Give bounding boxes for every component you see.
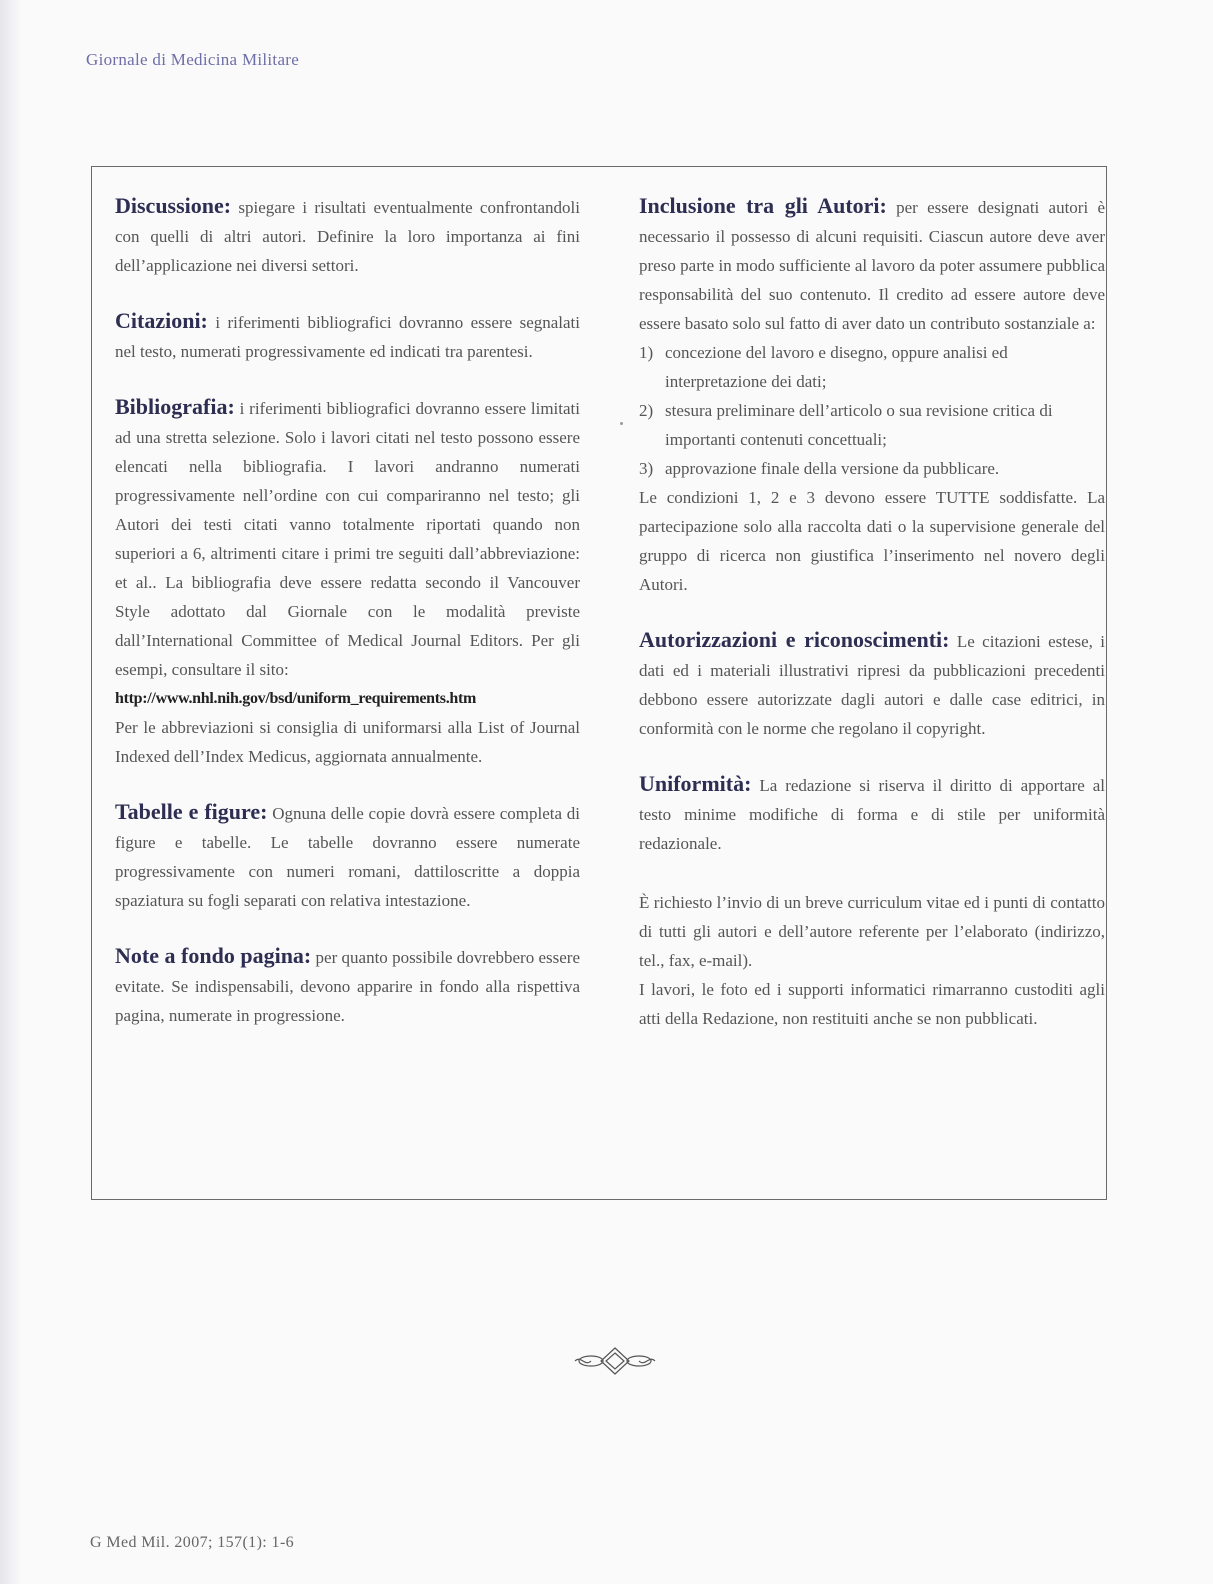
section-text: per quanto possibile dovrebbero essere evitate. Se indispensabili, devono apparire in fondo alla rispettiva pagina, numerate in progressione. <box>115 948 581 1025</box>
left-column <box>115 191 580 1030</box>
closing-paragraph: È richiesto l’invio di un breve curriculum vitae ed i punti di contatto di tutti gli autori e dell’autore referente per l’elaborato (indirizzo, tel., fax, e-mail). <box>639 893 1105 970</box>
section-citazioni <box>115 306 580 366</box>
section-heading: Discussione: <box>115 193 232 218</box>
closing-paragraph: I lavori, le foto ed i supporti informatici rimarranno custoditi agli atti della Redazione, non restituiti anche se non pubblicati. <box>639 980 1105 1028</box>
section-text: per essere designati autori è necessario il possesso di alcuni requisiti. Ciascun autore deve aver preso parte in modo sufficiente al lavoro da poter assumere pubblica responsabilità del suo contenuto. Il credito ad essere autore deve essere basato solo sul fatto di aver dato un contributo sostanziale a: <box>639 198 1105 333</box>
stray-mark <box>620 422 623 425</box>
ornament-divider-icon <box>571 1344 659 1378</box>
section-heading: Bibliografia: <box>115 394 235 419</box>
list-item: 3) approvazione finale della versione da pubblicare. <box>639 459 1000 478</box>
section-closing <box>639 888 1105 1033</box>
section-heading: Inclusione tra gli Autori: <box>639 193 887 218</box>
section-heading: Citazioni: <box>115 308 208 333</box>
uniform-requirements-link[interactable]: http://www.nhl.nih.gov/bsd/uniform_requirements.htm <box>115 690 477 707</box>
section-text: La redazione si riserva il diritto di apportare al testo minime modifiche di forma e di stile per uniformità redazionale. <box>639 776 1106 853</box>
section-uniformita <box>639 769 1105 858</box>
section-autorizzazioni <box>639 625 1105 743</box>
section-heading: Autorizzazioni e riconoscimenti: <box>639 627 950 652</box>
section-inclusione-autori <box>639 191 1105 599</box>
section-text: spiegare i risultati eventualmente confrontandoli con quelli di altri autori. Definire la loro importanza ai fini dell’applicazione nei diversi settori. <box>115 198 581 275</box>
section-text: Le citazioni estese, i dati ed i materiali illustrativi ripresi da pubblicazioni precedenti debbono essere autorizzate dagli autori e dalle case editrici, in conformità con le norme che regolano il copyright. <box>639 632 1105 738</box>
section-bibliografia <box>115 392 580 771</box>
footer-citation: G Med Mil. 2007; 157(1): 1-6 <box>90 1534 295 1551</box>
section-heading: Note a fondo pagina: <box>115 943 312 968</box>
instructions-box <box>91 166 1107 1200</box>
section-note-fondo-pagina <box>115 941 580 1030</box>
page-edge-shadow <box>0 0 22 1584</box>
list-item: 1) concezione del lavoro e disegno, oppure analisi ed interpretazione dei dati; <box>639 343 1008 391</box>
running-header: Giornale di Medicina Militare <box>86 50 300 69</box>
section-heading: Uniformità: <box>639 771 752 796</box>
section-text-continued: Per le abbreviazioni si consiglia di uniformarsi alla List of Journal Indexed dell’Index Medicus, aggiornata annualmente. <box>115 718 580 766</box>
section-text: Ognuna delle copie dovrà essere completa di figure e tabelle. Le tabelle dovranno essere numerate progressivamente con numeri romani, dattiloscritte a doppia spaziatura su fogli separati con relativa intestazione. <box>115 804 581 910</box>
section-text: i riferimenti bibliografici dovranno essere limitati ad una stretta selezione. Solo i lavori citati nel testo possono essere elencati nella bibliografia. I lavori andranno numerati progressivamente nell’ordine con cui compariranno nel testo; gli Autori dei testi citati vanno totalmente riportati quando non superiori a 6, altrimenti citare i primi tre seguiti dall’abbreviazione: et al.. La bibliografia deve essere redatta secondo il Vancouver Style adottato dal Giornale con le modalità previste dall’International Committee of Medical Journal Editors. Per gli esempi, consultare il sito: <box>115 399 580 679</box>
requirements-list <box>639 338 1105 483</box>
section-text: i riferimenti bibliografici dovranno essere segnalati nel testo, numerati progressivamente ed indicati tra parentesi. <box>115 313 580 361</box>
list-item: 2) stesura preliminare dell’articolo o sua revisione critica di importanti contenuti concettuali; <box>639 401 1053 449</box>
section-text-continued: Le condizioni 1, 2 e 3 devono essere TUTTE soddisfatte. La partecipazione solo alla raccolta dati o la supervisione generale del gruppo di ricerca non giustifica l’inserimento nel novero degli Autori. <box>639 488 1105 594</box>
section-heading: Tabelle e figure: <box>115 799 268 824</box>
section-discussione <box>115 191 580 280</box>
section-tabelle-figure <box>115 797 580 915</box>
right-column <box>639 191 1105 1033</box>
